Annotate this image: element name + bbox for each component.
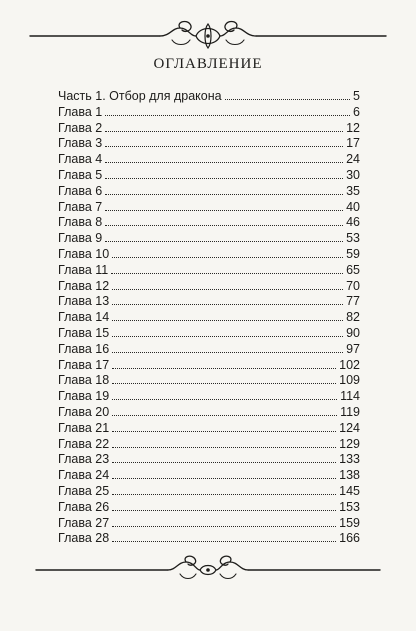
- dot-leader: [105, 115, 350, 116]
- flourish-icon: [0, 550, 416, 590]
- toc-entry-page-number: 145: [339, 483, 360, 498]
- toc-entry: [58, 373, 360, 389]
- toc-entry-label: Глава 4: [58, 152, 103, 167]
- dot-leader: [105, 194, 343, 195]
- toc-entry-label: Глава 24: [58, 468, 110, 483]
- toc-entry-page-number: 129: [339, 436, 360, 451]
- toc-entry-page-number: 12: [346, 120, 360, 135]
- toc-entry: [58, 500, 360, 516]
- toc-entry-label: Глава 12: [58, 278, 110, 293]
- top-ornament-divider: [0, 14, 416, 54]
- toc-entry-page-number: 153: [339, 499, 360, 514]
- toc-entry-page-number: 30: [346, 167, 360, 182]
- toc-entry-page-number: 65: [346, 262, 360, 277]
- toc-entry-page-number: 46: [346, 215, 360, 230]
- toc-entry-label: Глава 28: [58, 531, 110, 546]
- toc-entry-label: Глава 17: [58, 357, 110, 372]
- toc-entry-label: Глава 14: [58, 310, 110, 325]
- dot-leader: [112, 352, 343, 353]
- toc-entry-label: Глава 27: [58, 515, 110, 530]
- dot-leader: [112, 494, 336, 495]
- toc-entry-label: Глава 23: [58, 452, 110, 467]
- toc-entry-page-number: 53: [346, 231, 360, 246]
- toc-entry-page-number: 138: [339, 468, 360, 483]
- toc-entry: [58, 421, 360, 437]
- toc-entry-label: Глава 15: [58, 325, 110, 340]
- dot-leader: [225, 99, 350, 100]
- toc-entry-label: Глава 10: [58, 246, 110, 261]
- toc-entry-page-number: 119: [340, 404, 360, 419]
- toc-entry-label: Глава 13: [58, 294, 110, 309]
- toc-entry-page-number: 5: [353, 89, 360, 103]
- dot-leader: [112, 289, 343, 290]
- toc-entry: [58, 531, 360, 547]
- toc-entry: [58, 200, 360, 216]
- toc-entry-page-number: 24: [346, 152, 360, 167]
- dot-leader: [112, 383, 336, 384]
- dot-leader: [112, 526, 336, 527]
- toc-entry: [58, 279, 360, 295]
- toc-entry: [58, 152, 360, 168]
- toc-entry-label: Глава 19: [58, 389, 110, 404]
- dot-leader: [105, 225, 343, 226]
- toc-entry: [58, 326, 360, 342]
- page-title: ОГЛАВЛЕНИЕ: [153, 56, 263, 72]
- table-of-contents: [58, 89, 360, 547]
- toc-entry-page-number: 70: [346, 278, 360, 293]
- toc-entry-page-number: 35: [346, 183, 360, 198]
- toc-entry: [58, 215, 360, 231]
- dot-leader: [105, 162, 343, 163]
- toc-entry: [58, 468, 360, 484]
- toc-entry-page-number: 17: [346, 136, 360, 151]
- toc-entry-label: Глава 25: [58, 483, 110, 498]
- dot-leader: [112, 447, 336, 448]
- dot-leader: [112, 478, 336, 479]
- toc-entry-page-number: 97: [346, 341, 360, 356]
- toc-entry: [58, 484, 360, 500]
- toc-entry-label: Глава 7: [58, 199, 103, 214]
- toc-entry: [58, 389, 360, 405]
- toc-entry: [58, 405, 360, 421]
- toc-entry: [58, 121, 360, 137]
- toc-entry-page-number: 77: [346, 294, 360, 309]
- toc-entry-page-number: 133: [339, 452, 360, 467]
- flourish-icon: [0, 14, 416, 54]
- toc-entry-label: Глава 1: [58, 104, 103, 119]
- toc-entry-label: Глава 3: [58, 136, 103, 151]
- dot-leader: [112, 462, 336, 463]
- dot-leader: [112, 541, 336, 542]
- toc-entry: [58, 263, 360, 279]
- toc-entry-page-number: 166: [339, 531, 360, 546]
- dot-leader: [105, 178, 343, 179]
- dot-leader: [112, 336, 343, 337]
- bottom-ornament-divider: [0, 550, 416, 590]
- toc-entry-page-number: 90: [346, 325, 360, 340]
- toc-entry: [58, 310, 360, 326]
- toc-entry-label: Глава 8: [58, 215, 103, 230]
- toc-entry-label: Глава 9: [58, 231, 103, 246]
- toc-entry: [58, 105, 360, 121]
- dot-leader: [105, 146, 343, 147]
- toc-entry: [58, 136, 360, 152]
- dot-leader: [112, 415, 337, 416]
- toc-entry: [58, 184, 360, 200]
- toc-entry-page-number: 124: [339, 420, 360, 435]
- toc-entry-page-number: 159: [339, 515, 360, 530]
- toc-entry: [58, 294, 360, 310]
- dot-leader: [111, 273, 343, 274]
- toc-entry-label: Глава 21: [58, 420, 110, 435]
- toc-entry-label: Глава 22: [58, 436, 110, 451]
- toc-entry-page-number: 59: [346, 246, 360, 261]
- toc-entry: [58, 247, 360, 263]
- toc-entry-label: Глава 16: [58, 341, 110, 356]
- toc-entry: [58, 516, 360, 532]
- toc-entry-page-number: 102: [339, 357, 360, 372]
- toc-entry-page-number: 114: [340, 389, 360, 404]
- toc-entry: [58, 452, 360, 468]
- dot-leader: [112, 304, 343, 305]
- toc-entry-label: Глава 18: [58, 373, 110, 388]
- toc-entry-label: Глава 11: [58, 262, 109, 277]
- toc-entry-label: Глава 26: [58, 499, 110, 514]
- dot-leader: [112, 368, 336, 369]
- toc-entry: [58, 231, 360, 247]
- toc-entry-page-number: 109: [339, 373, 360, 388]
- toc-entry-label: Глава 6: [58, 183, 103, 198]
- dot-leader: [105, 241, 343, 242]
- toc-entry-label: Глава 5: [58, 167, 103, 182]
- dot-leader: [112, 399, 337, 400]
- toc-entry: [58, 89, 360, 105]
- dot-leader: [112, 320, 343, 321]
- toc-entry-label: Глава 20: [58, 404, 110, 419]
- dot-leader: [112, 510, 336, 511]
- dot-leader: [112, 257, 343, 258]
- toc-entry-page-number: 40: [346, 199, 360, 214]
- dot-leader: [112, 431, 336, 432]
- toc-entry-page-number: 82: [346, 310, 360, 325]
- toc-entry: [58, 437, 360, 453]
- toc-entry: [58, 358, 360, 374]
- toc-entry: [58, 168, 360, 184]
- toc-entry: [58, 342, 360, 358]
- dot-leader: [105, 131, 343, 132]
- toc-entry-label: Глава 2: [58, 120, 103, 135]
- toc-entry-label: Часть 1. Отбор для дракона: [58, 89, 222, 103]
- toc-entry-page-number: 6: [353, 104, 360, 119]
- dot-leader: [105, 210, 343, 211]
